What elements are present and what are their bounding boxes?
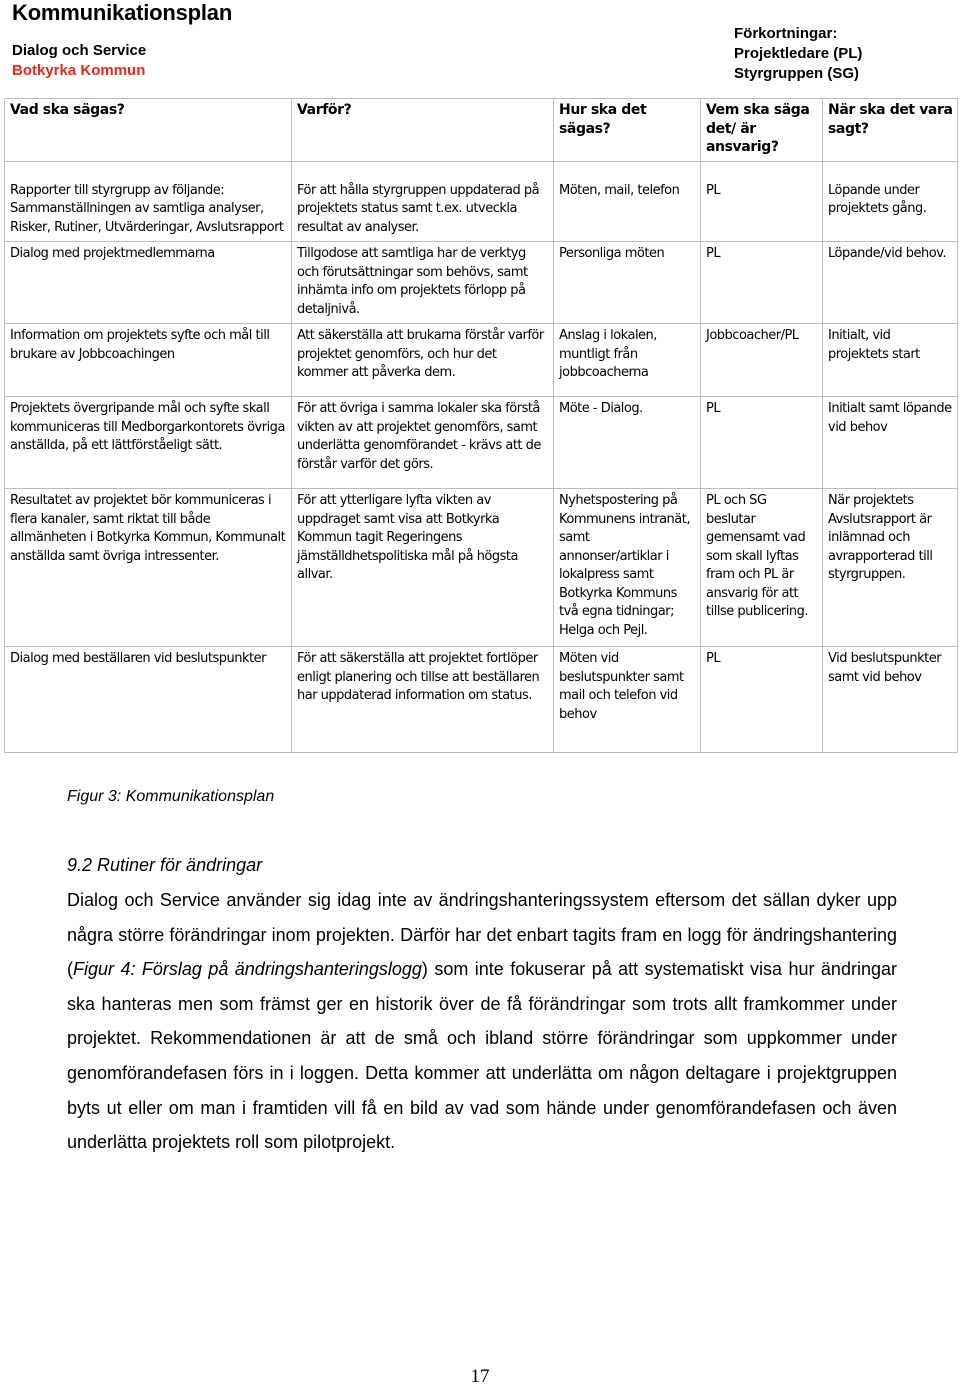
cell-why: För att hålla styrgruppen uppdaterad på projektets status samt t.ex. utveckla resultat av analyser.	[292, 161, 554, 242]
cell-when: Initialt, vid projektets start	[823, 324, 958, 397]
cell-how: Möten, mail, telefon	[554, 161, 701, 242]
cell-how: Personliga möten	[554, 242, 701, 324]
table-row	[5, 324, 958, 397]
org-name: Dialog och Service	[12, 42, 147, 59]
cell-when: När projektets Avslutsrapport är inlämnad och avrapporterad till styrgruppen.	[823, 489, 958, 647]
abbreviations	[734, 24, 862, 84]
cell-when: Initialt samt löpande vid behov	[823, 397, 958, 489]
table-header-row	[5, 99, 958, 162]
municipality-name: Botkyrka Kommun	[12, 62, 146, 79]
table-row	[5, 647, 958, 753]
paragraph-text-part2: ) som inte fokuserar på att systematiskt visa hur ändringar ska hanteras men som främst ger en historik över de få förändringar som trots allt framkommer under projektet. Rekommendationen är att de små och ibland större förändringar som uppkommer under genomförandefasen förs in i loggen. Detta kommer att underlätta om någon deltagare i projektgruppen byts ut eller om man i framtiden vill få en bild av vad som hände under genomförandefasen och även underlätta projektets roll som pilotprojekt.	[67, 959, 897, 1153]
cell-what: Resultatet av projektet bör kommuniceras i flera kanaler, samt riktat till både allmänheten i Botkyrka Kommun, Kommunalt anställda samt övriga intressenter.	[5, 489, 292, 647]
table-row	[5, 397, 958, 489]
column-header-why: Varför?	[292, 99, 554, 162]
cell-why: Att säkerställa att brukarna förstår varför projektet genomförs, och hur det kommer att påverka dem.	[292, 324, 554, 397]
abbreviation-pl: Projektledare (PL)	[734, 45, 863, 62]
cell-what: Projektets övergripande mål och syfte skall kommuniceras till Medborgarkontorets övriga anställda, på ett lättförståeligt sätt.	[5, 397, 292, 489]
page-number: 17	[470, 1366, 490, 1387]
cell-how: Möte - Dialog.	[554, 397, 701, 489]
column-header-who: Vem ska säga det/ är ansvarig?	[701, 99, 823, 162]
column-header-when: När ska det vara sagt?	[823, 99, 958, 162]
cell-why: För att övriga i samma lokaler ska förstå vikten av att projektet genomförs, samt underlätta genomförandet - krävs att de förstår varför det görs.	[292, 397, 554, 489]
cell-who: PL	[701, 647, 823, 753]
plan-title: Kommunikationsplan	[12, 0, 233, 25]
cell-who: Jobbcoacher/PL	[701, 324, 823, 397]
cell-when: Löpande under projektets gång.	[823, 161, 958, 242]
column-header-what: Vad ska sägas?	[5, 99, 292, 162]
section-heading: 9.2 Rutiner för ändringar	[67, 855, 263, 875]
cell-what: Dialog med projektmedlemmarna	[5, 242, 292, 324]
cell-what: Dialog med beställaren vid beslutspunkter	[5, 647, 292, 753]
column-header-how: Hur ska det sägas?	[554, 99, 701, 162]
communication-plan-table	[4, 98, 958, 753]
figure-reference-link: Figur 4: Förslag på ändringshanteringslogg	[73, 959, 422, 980]
cell-who: PL	[701, 397, 823, 489]
cell-what: Information om projektets syfte och mål till brukare av Jobbcoachingen	[5, 324, 292, 397]
cell-who: PL	[701, 242, 823, 324]
cell-when: Vid beslutspunkter samt vid behov	[823, 647, 958, 753]
table-row	[5, 161, 958, 242]
cell-how: Möten vid beslutspunkter samt mail och telefon vid behov	[554, 647, 701, 753]
cell-who: PL och SG beslutar gemensamt vad som skall lyftas fram och PL är ansvarig för att tillse publicering.	[701, 489, 823, 647]
cell-why: Tillgodose att samtliga har de verktyg och förutsättningar som behövs, samt inhämta info om projektets förlopp på detaljnivå.	[292, 242, 554, 324]
table-row	[5, 489, 958, 647]
paragraph-text-part1: Dialog och Service använder sig idag inte av ändringshanteringssystem eftersom det sällan dyker upp några större förändringar inom projekten. Därför har det enbart tagits fram en logg för ändringshantering (	[67, 890, 897, 980]
cell-who: PL	[701, 161, 823, 242]
cell-how: Nyhetspostering på Kommunens intranät, samt annonser/artiklar i lokalpress samt Botkyrka Kommuns två egna tidningar; Helga och Pejl.	[554, 489, 701, 647]
body-paragraph	[67, 883, 897, 1160]
cell-why: För att säkerställa att projektet fortlöper enligt planering och tillse att beställaren har uppdaterad information om status.	[292, 647, 554, 753]
abbreviations-heading: Förkortningar:	[734, 25, 838, 42]
table-row	[5, 242, 958, 324]
figure-caption: Figur 3: Kommunikationsplan	[67, 788, 275, 805]
abbreviation-sg: Styrgruppen (SG)	[734, 65, 860, 82]
cell-how: Anslag i lokalen, muntligt från jobbcoacherna	[554, 324, 701, 397]
cell-why: För att ytterligare lyfta vikten av uppdraget samt visa att Botkyrka Kommun tagit Regeringens jämställdhetspolitiska mål på högsta allvar.	[292, 489, 554, 647]
cell-when: Löpande/vid behov.	[823, 242, 958, 324]
cell-what: Rapporter till styrgrupp av följande: Sammanställningen av samtliga analyser, Risker, Rutiner, Utvärderingar, Avslutsrapport	[5, 161, 292, 242]
